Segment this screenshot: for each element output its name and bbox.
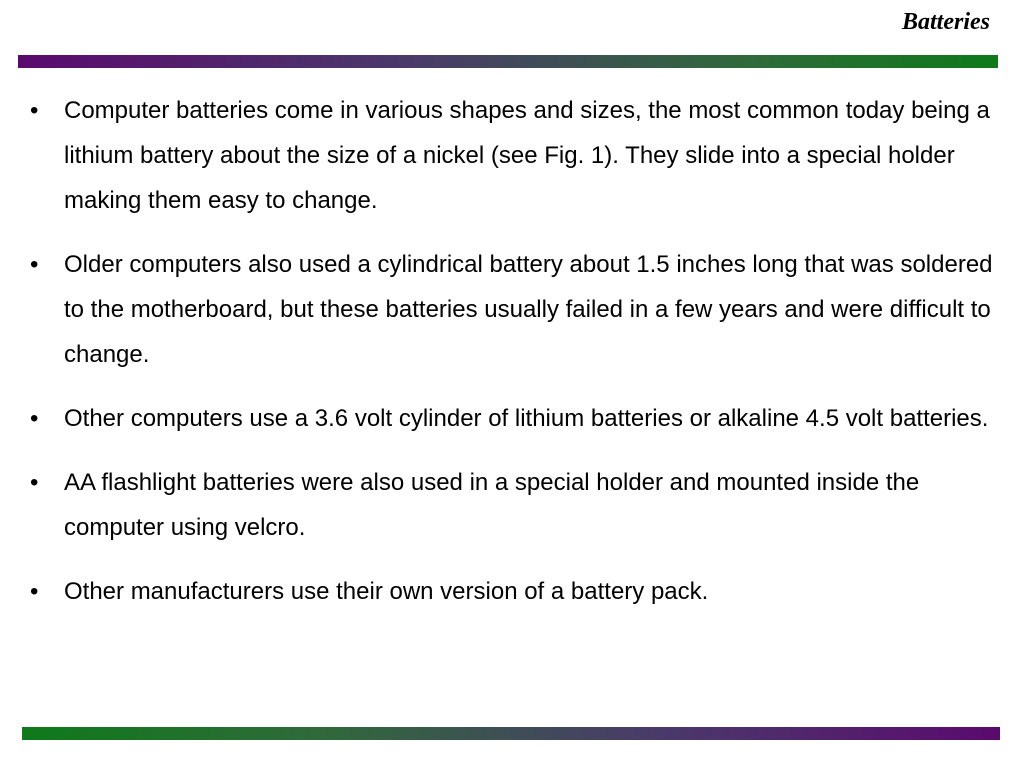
bullet-item bbox=[0, 460, 1024, 550]
bullet-marker: • bbox=[30, 97, 39, 124]
bullet-text: Other computers use a 3.6 volt cylinder of lithium batteries or alkaline 4.5 volt batteries. bbox=[64, 405, 989, 432]
bullet-text: Other manufacturers use their own version of a battery pack. bbox=[64, 578, 709, 605]
bullet-item bbox=[0, 88, 1024, 223]
bullet-item bbox=[0, 242, 1024, 377]
bullet-list bbox=[0, 88, 1024, 633]
bullet-item bbox=[0, 569, 1024, 614]
bullet-text: Older computers also used a cylindrical battery about 1.5 inches long that was soldered to the motherboard, but these batteries usually failed in a few years and were difficult to change. bbox=[64, 251, 993, 368]
bullet-marker: • bbox=[30, 405, 39, 432]
bullet-marker: • bbox=[30, 578, 39, 605]
bullet-text: Computer batteries come in various shapes and sizes, the most common today being a lithium battery about the size of a nickel (see Fig. 1). They slide into a special holder making them easy to change. bbox=[64, 97, 990, 214]
bottom-divider-bar bbox=[22, 727, 1000, 740]
slide-title: Batteries bbox=[902, 9, 990, 35]
bullet-text: AA flashlight batteries were also used in a special holder and mounted inside the computer using velcro. bbox=[64, 469, 920, 541]
bullet-item bbox=[0, 396, 1024, 441]
top-divider-bar bbox=[18, 55, 998, 68]
bullet-marker: • bbox=[30, 469, 39, 496]
bullet-marker: • bbox=[30, 251, 39, 278]
